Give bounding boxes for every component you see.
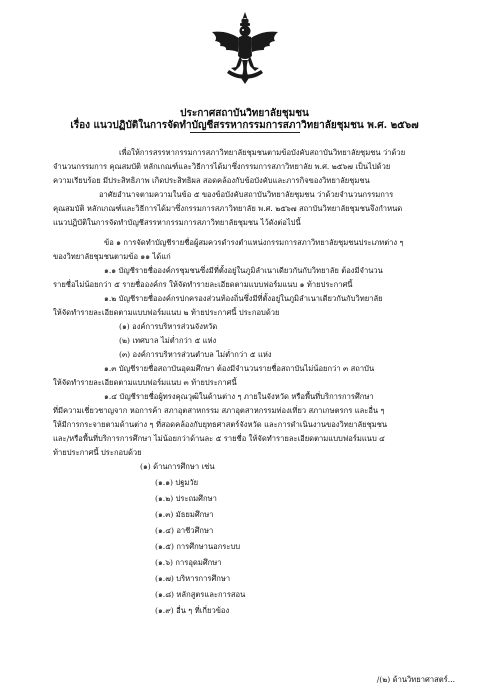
list-item: (๑.๙) อื่น ๆ ที่เกี่ยวข้อง: [155, 606, 230, 615]
list-item: (๑.๓) มัธยมศึกษา: [155, 510, 214, 519]
body-line: จำนวนกรรมการ คุณสมบัติ หลักเกณฑ์และวิธีการได้มาซึ่งกรรมการสภาวิทยาลัย พ.ศ. ๒๕๖๗ เป็นไปด้วย: [53, 162, 391, 171]
body-line: ให้มีการกระจายตามด้านต่าง ๆ ที่สอดคล้องกับยุทธศาสตร์จังหวัด และการดำเนินงานของวิทยาลัยชุมชน: [53, 420, 388, 429]
list-item: (๑.๗) บริหารการศึกษา: [155, 574, 231, 583]
title-divider: [190, 132, 300, 133]
body-line: ๑.๔ บัญชีรายชื่อผู้ทรงคุณวุฒิในด้านต่าง ๆ ภายในจังหวัด หรือพื้นที่บริการการศึกษา: [104, 392, 374, 401]
body-line: ที่มีความเชี่ยวชาญจาก หอการค้า สภาอุตสาหกรรม สภาอุตสาหกรรมท่องเที่ยว สภาเกษตรกร และอื่น ๆ: [53, 406, 385, 415]
body-line: และ/หรือพื้นที่บริการการศึกษา ไม่น้อยกว่าด้านละ ๕ รายชื่อ ให้จัดทำรายละเอียดตามแบบฟอร์มแนบ ๔: [53, 434, 385, 443]
list-item: (๑.๒) ประถมศึกษา: [155, 494, 217, 503]
body-line: ๑.๒ บัญชีรายชื่อองค์กรปกครองส่วนท้องถิ่นซึ่งมีที่ตั้งอยู่ในภูมิลำเนาเดียวกันกับวิทยาลัย: [104, 294, 383, 303]
body-line: ข้อ ๑ การจัดทำบัญชีรายชื่อผู้สมควรดำรงตำแหน่งกรรมการสภาวิทยาลัยชุมชนประเภทต่าง ๆ: [104, 238, 404, 247]
body-line: (๓) องค์การบริหารส่วนตำบล ไม่ต่ำกว่า ๕ แห่ง: [119, 350, 272, 359]
body-line: ให้จัดทำรายละเอียดตามแบบฟอร์มแนบ ๒ ท้ายประกาศนี้ ประกอบด้วย: [53, 308, 280, 317]
body-line: ๑.๓ บัญชีรายชื่อสถาบันอุดมศึกษา ต้องมีจำนวนรายชื่อสถาบันไม่น้อยกว่า ๓ สถาบัน: [104, 364, 375, 373]
body-line: ให้จัดทำรายละเอียดตามแบบฟอร์มแนบ ๓ ท้ายประกาศนี้: [53, 378, 237, 387]
body-line: อาศัยอำนาจตามความในข้อ ๕ ของข้อบังคับสถาบันวิทยาลัยชุมชน ว่าด้วยจำนวนกรรมการ: [99, 190, 394, 199]
document-title: ประกาศสถาบันวิทยาลัยชุมชน: [180, 108, 309, 119]
body-line: ของวิทยาลัยชุมชนตามข้อ ๑๑ ได้แก่: [53, 252, 171, 261]
list-item: (๑) ด้านการศึกษา เช่น: [140, 462, 215, 471]
garuda-emblem-icon: [209, 10, 281, 86]
continuation-note: /(๒) ด้านวิทยาศาสตร์...: [376, 675, 455, 684]
body-line: ๑.๑ บัญชีรายชื่อองค์กรชุมชนซึ่งมีที่ตั้งอยู่ในภูมิลำเนาเดียวกันกับวิทยาลัย ต้องมีจำนวน: [104, 266, 383, 275]
list-item: (๑.๑) ปฐมวัย: [155, 478, 199, 487]
body-line: รายชื่อไม่น้อยกว่า ๕ รายชื่อองค์กร ให้จัดทำรายละเอียดตามแบบฟอร์มแนบ ๑ ท้ายประกาศนี้: [53, 280, 353, 289]
body-line: เพื่อให้การสรรหากรรมการสภาวิทยาลัยชุมชนตามข้อบังคับสถาบันวิทยาลัยชุมชน ว่าด้วย: [119, 148, 406, 157]
list-item: (๑.๘) หลักสูตรและการสอน: [155, 590, 246, 599]
body-line: ความเรียบร้อย มีประสิทธิภาพ เกิดประสิทธิผล สอดคล้องกับข้อบังคับและภารกิจของวิทยาลัยชุมชน: [53, 176, 370, 185]
list-item: (๑.๖) การอุดมศึกษา: [155, 558, 222, 567]
list-item: (๑.๔) อาชีวศึกษา: [155, 526, 214, 535]
body-line: (๑) องค์การบริหารส่วนจังหวัด: [119, 322, 218, 331]
body-line: แนวปฏิบัติในการจัดทำบัญชีสรรหากรรมการสภาวิทยาลัยชุมชน ไว้ดังต่อไปนี้: [53, 218, 301, 227]
body-line: ท้ายประกาศนี้ ประกอบด้วย: [53, 448, 142, 457]
list-item: (๑.๕) การศึกษานอกระบบ: [155, 542, 241, 551]
document-subject: เรื่อง แนวปฏิบัติในการจัดทำบัญชีสรรหากรรมการสภาวิทยาลัยชุมชน พ.ศ. ๒๕๖๗: [70, 120, 419, 131]
body-line: (๒) เทศบาล ไม่ต่ำกว่า ๕ แห่ง: [119, 336, 217, 345]
body-line: คุณสมบัติ หลักเกณฑ์และวิธีการได้มาซึ่งกรรมการสภาวิทยาลัย พ.ศ. ๒๕๖๗ สถาบันวิทยาลัยชุมชนจึงกำหนด: [53, 204, 403, 213]
